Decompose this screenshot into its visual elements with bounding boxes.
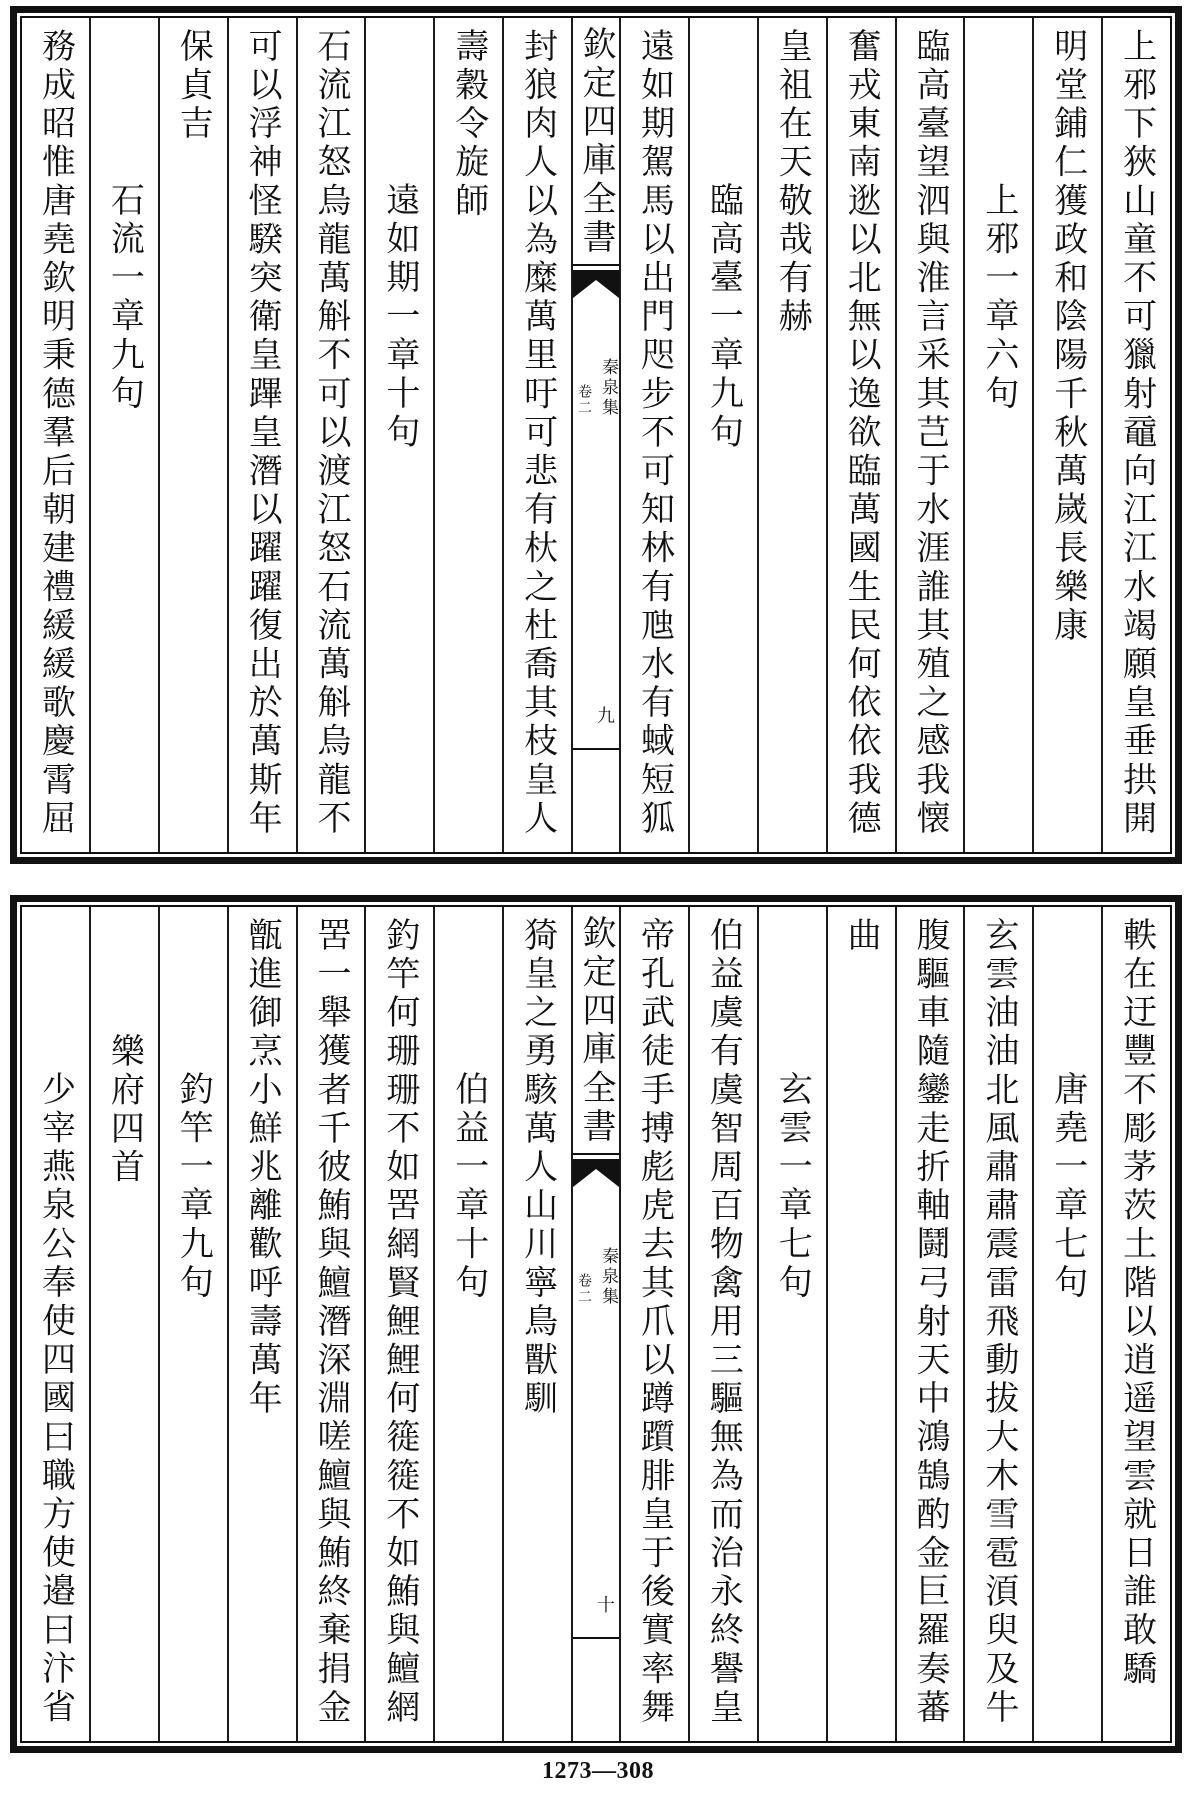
poem-title: 釣竿一章九句 <box>173 1071 214 1303</box>
verse-text: 玄雲油油北風肅肅震雷飛動拔大木雪雹湏臾及牛 <box>978 917 1019 1728</box>
poem-title: 石流一章九句 <box>104 182 145 414</box>
verse-text: 保貞吉 <box>173 28 214 144</box>
page-frame <box>20 905 1172 1743</box>
folio-rule <box>573 1637 619 1639</box>
poem-title-column <box>433 907 502 1741</box>
verse-column <box>757 18 826 852</box>
poem-title: 上邪一章六句 <box>978 182 1019 414</box>
verse-column <box>963 907 1032 1741</box>
verse-column <box>22 18 89 852</box>
book-title-block <box>573 26 619 258</box>
poem-title-column <box>158 907 227 1741</box>
volume-label: 卷二 <box>576 1273 592 1305</box>
verse-text: 罟一舉獲者千彼鮪與鱣潛深淵嗟鱣與鮪終棄捐金 <box>310 917 351 1728</box>
collection-title: 秦泉集 <box>598 358 618 418</box>
poem-title: 遠如期一章十句 <box>379 182 420 453</box>
verse-column <box>502 18 571 852</box>
verse-text: 皇祖在天敬哉有赫 <box>772 28 813 337</box>
collection-title: 秦泉集 <box>598 1247 618 1307</box>
verse-text: 甑進御烹小鮮兆離歡呼壽萬年 <box>242 917 283 1419</box>
verse-text: 務成昭惟唐堯欽明秉德羣后朝建禮緩緩歌慶霄屈 <box>35 28 76 839</box>
verse-column <box>619 907 688 1741</box>
center-margin <box>571 18 619 852</box>
verse-column <box>502 907 571 1741</box>
verse-text: 明堂鋪仁獲政和陰陽千秋萬嵗長樂康 <box>1047 28 1088 646</box>
fish-tail-rule <box>573 264 619 266</box>
verse-column <box>1101 18 1170 852</box>
fish-tail-shape <box>573 1159 619 1187</box>
verse-text: 曲 <box>841 917 882 956</box>
verse-column <box>433 18 502 852</box>
page-frame <box>20 16 1172 854</box>
verse-text: 帝孔武徒手搏彪虎去其爪以蹲躓腓皇于後實率舞 <box>634 917 675 1728</box>
book-title-block <box>573 915 619 1147</box>
poem-title-column <box>364 18 433 852</box>
verse-column <box>1101 907 1170 1741</box>
volume-label: 卷二 <box>576 384 592 416</box>
verse-text: 奮戎東南逖以北無以逸欲臨萬國生民何依依我德 <box>841 28 882 839</box>
verse-text: 腹驅車隨鑾走折軸鬪弓射天中鴻鵠酌金巨羅奏蕃 <box>909 917 950 1728</box>
verse-column <box>895 907 964 1741</box>
folio-number: 九 <box>594 706 615 724</box>
verse-column <box>895 18 964 852</box>
section-heading: 樂府四首 <box>104 1033 145 1188</box>
verse-text: 壽穀令旋師 <box>448 28 489 221</box>
verse-text: 釣竿何珊珊不如罟網賢鯉鯉何簁簁不如鮪與鱣網 <box>379 917 420 1728</box>
preface-column <box>22 907 89 1741</box>
verse-text: 可以浮神怪騤突衛皇蹕皇潛以躍躍復出於萬斯年 <box>242 28 283 839</box>
verse-text: 軼在迂豐不彫茅茨土階以逍遥望雲就日誰敢驕 <box>1116 917 1157 1689</box>
fish-tail-mark <box>573 264 619 304</box>
poem-title: 玄雲一章七句 <box>772 1071 813 1303</box>
verse-column <box>619 18 688 852</box>
folio-number: 十 <box>594 1595 615 1613</box>
verse-text: 石流江怒烏龍萬斛不可以渡江怒石流萬斛烏龍不 <box>310 28 351 839</box>
verse-column <box>227 18 296 852</box>
verse-column <box>826 907 895 1741</box>
verse-text: 猗皇之勇駭萬人山川寧鳥獸馴 <box>517 917 558 1419</box>
verse-column <box>688 907 757 1741</box>
folio-rule <box>573 748 619 750</box>
preface-text: 少宰燕泉公奉使四國曰職方使邉曰汴省 <box>35 1071 76 1728</box>
poem-title: 臨高臺一章九句 <box>703 182 744 453</box>
verse-text: 臨高臺望泗與淮言采其芑于水涯誰其殖之感我懐 <box>909 28 950 839</box>
poem-title-column <box>963 18 1032 852</box>
verse-column <box>227 907 296 1741</box>
fish-tail-shape <box>573 270 619 298</box>
page-panel-bottom <box>10 895 1182 1753</box>
poem-title-column <box>89 18 158 852</box>
page-panel-top <box>10 6 1182 864</box>
fish-tail-mark <box>573 1153 619 1193</box>
verse-column <box>296 907 365 1741</box>
page-reference-number: 1273—308 <box>542 1758 654 1784</box>
verse-column <box>826 18 895 852</box>
section-heading-column <box>89 907 158 1741</box>
book-title: 欽定四庫全書 <box>576 915 616 1147</box>
verse-column <box>1032 18 1101 852</box>
fish-tail-rule <box>573 1153 619 1155</box>
poem-title: 唐堯一章七句 <box>1047 1071 1088 1303</box>
verse-text: 封狼肉人以為糜萬里吁可悲有杕之杜喬其枝皇人 <box>517 28 558 839</box>
poem-title-column <box>757 907 826 1741</box>
verse-column <box>364 907 433 1741</box>
center-margin <box>571 907 619 1741</box>
poem-title-column <box>688 18 757 852</box>
verse-text: 伯益虞有虞智周百物禽用三驅無為而治永終譽皇 <box>703 917 744 1728</box>
verse-text: 遠如期駕馬以出門咫步不可知林有虺水有蜮短狐 <box>634 28 675 839</box>
poem-title: 伯益一章十句 <box>448 1071 489 1303</box>
verse-column <box>296 18 365 852</box>
book-title: 欽定四庫全書 <box>576 26 616 258</box>
poem-title-column <box>1032 907 1101 1741</box>
verse-column <box>158 18 227 852</box>
verse-text: 上邪下狹山童不可獵射黿向江江水竭願皇垂拱開 <box>1116 28 1157 839</box>
